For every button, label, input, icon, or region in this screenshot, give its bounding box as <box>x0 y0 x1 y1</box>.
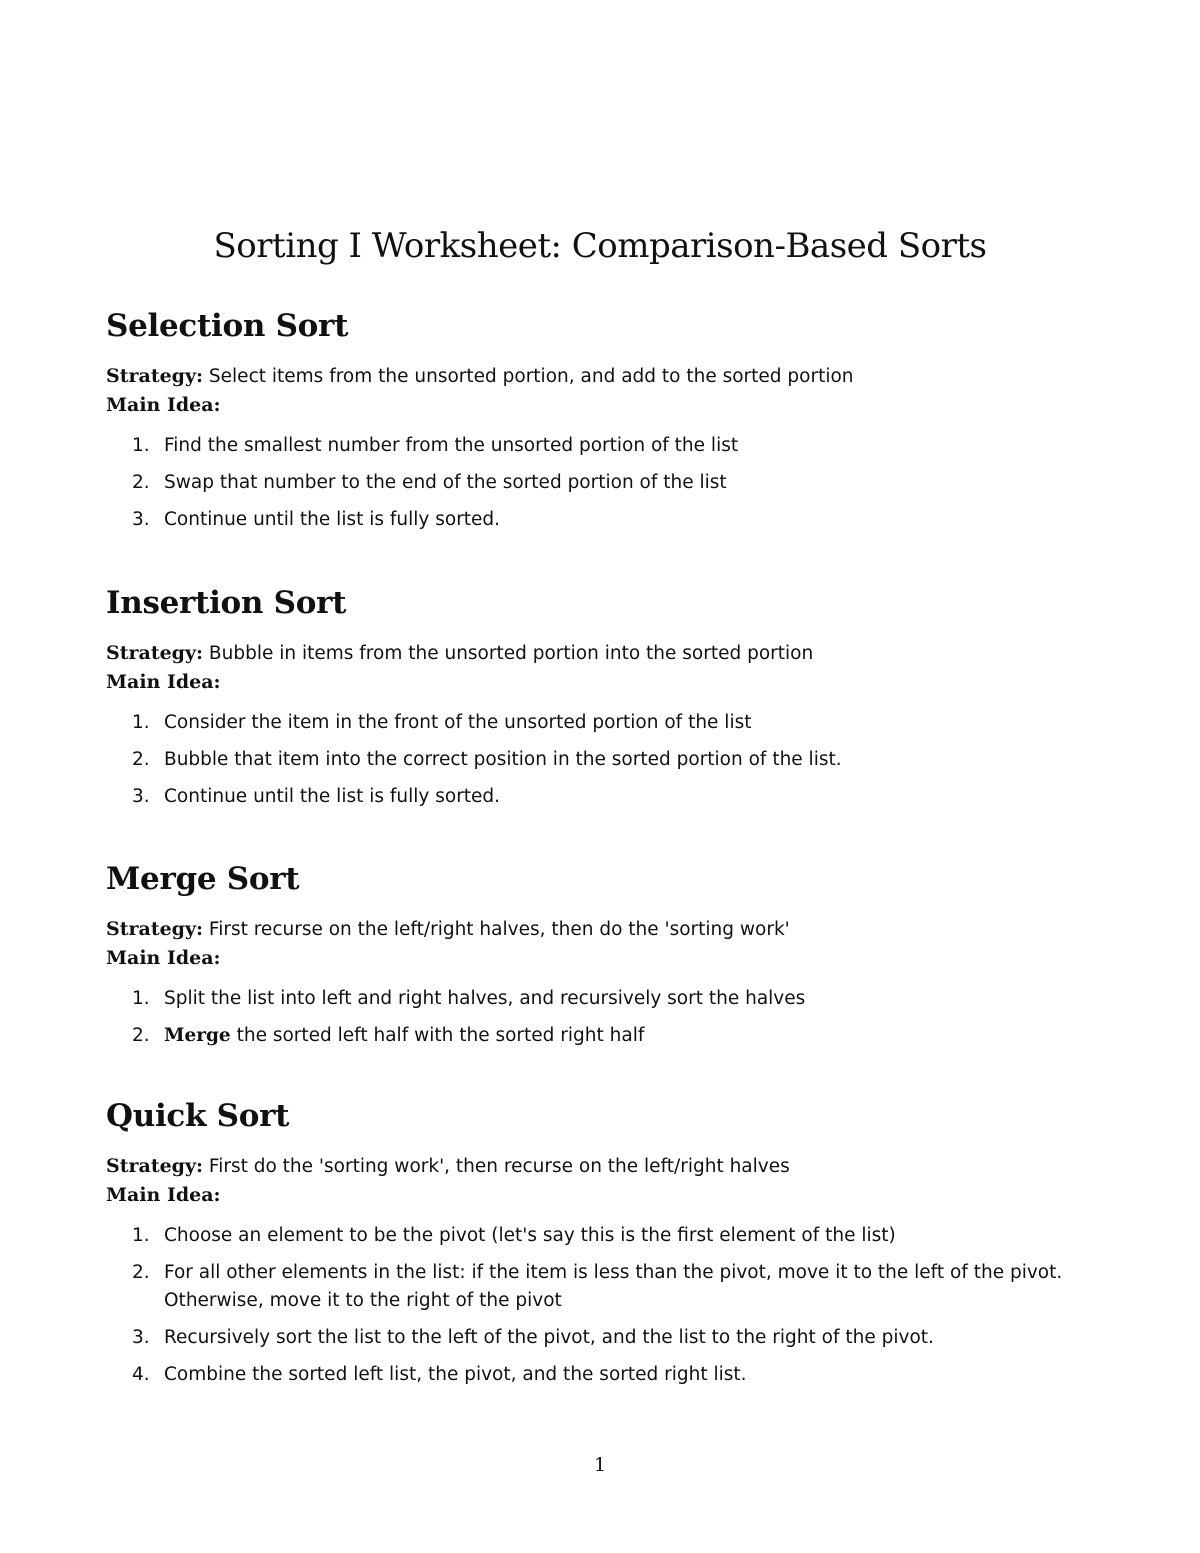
strategy-label: Strategy: <box>106 1155 204 1177</box>
list-item-text: Swap that number to the end of the sorted portion of the list <box>164 472 727 493</box>
list-item-text: Find the smallest number from the unsorted portion of the list <box>164 435 739 456</box>
list-item <box>106 432 1104 460</box>
list-item-number: 1. <box>132 435 150 456</box>
strategy-text: Select items from the unsorted portion, and add to the sorted portion <box>208 366 854 387</box>
list-item-text: Continue until the list is fully sorted. <box>164 509 501 530</box>
section-selection-sort <box>106 306 1106 543</box>
strategy-line <box>106 1152 1106 1181</box>
list-item <box>106 506 1104 534</box>
list-item-number: 2. <box>132 472 150 493</box>
list-item-text: Split the list into left and right halves, and recursively sort the halves <box>164 988 806 1009</box>
list-item-number: 2. <box>132 1262 150 1283</box>
list-item <box>106 1324 1104 1352</box>
list-item-number: 3. <box>132 1327 150 1348</box>
strategy-line <box>106 639 1106 668</box>
list-item-text: Bubble that item into the correct position in the sorted portion of the list. <box>164 749 842 770</box>
list-item <box>106 1222 1104 1250</box>
section-insertion-sort <box>106 583 1106 820</box>
strategy-text: Bubble in items from the unsorted portion into the sorted portion <box>208 643 814 664</box>
section-heading: Quick Sort <box>106 1098 290 1134</box>
main-idea-line <box>106 391 1106 420</box>
section-heading: Selection Sort <box>106 308 349 344</box>
main-idea-label: Main Idea: <box>106 947 221 969</box>
strategy-label: Strategy: <box>106 918 204 940</box>
strategy-text: First do the 'sorting work', then recurse on the left/right halves <box>208 1156 790 1177</box>
section-heading: Insertion Sort <box>106 585 347 621</box>
list-item <box>106 469 1104 497</box>
steps-list <box>106 1222 1106 1389</box>
section-quick-sort <box>106 1096 1106 1398</box>
strategy-line <box>106 915 1106 944</box>
page-number: 1 <box>593 1454 607 1476</box>
list-item <box>106 709 1104 737</box>
list-item <box>106 783 1104 811</box>
section-merge-sort <box>106 859 1106 1059</box>
list-item-text: Recursively sort the list to the left of the pivot, and the list to the right of the pivot. <box>164 1327 934 1348</box>
list-item <box>106 746 1104 774</box>
list-item-number: 1. <box>132 712 150 733</box>
main-idea-label: Main Idea: <box>106 394 221 416</box>
list-item-number: 1. <box>132 988 150 1009</box>
page-title: Sorting I Worksheet: Comparison-Based Sorts <box>213 226 987 266</box>
list-item-text: Continue until the list is fully sorted. <box>164 786 501 807</box>
list-item-bold-term: Merge <box>164 1025 231 1046</box>
list-item-number: 2. <box>132 749 150 770</box>
list-item-text: Combine the sorted left list, the pivot, and the sorted right list. <box>164 1364 747 1385</box>
list-item-text: For all other elements in the list: if the item is less than the pivot, move it to the left of the pivot. Otherwise, move it to the right of the pivot <box>164 1262 1063 1311</box>
strategy-label: Strategy: <box>106 642 204 664</box>
list-item-number: 3. <box>132 509 150 530</box>
list-item <box>106 985 1104 1013</box>
strategy-line <box>106 362 1106 391</box>
main-idea-line <box>106 668 1106 697</box>
list-item-number: 4. <box>132 1364 150 1385</box>
list-item <box>106 1022 1104 1050</box>
steps-list <box>106 709 1106 811</box>
strategy-label: Strategy: <box>106 365 204 387</box>
list-item-number: 1. <box>132 1225 150 1246</box>
list-item-text: the sorted left half with the sorted right half <box>230 1025 645 1046</box>
list-item-number: 3. <box>132 786 150 807</box>
section-heading: Merge Sort <box>106 861 300 897</box>
main-idea-label: Main Idea: <box>106 1184 221 1206</box>
main-idea-line <box>106 944 1106 973</box>
list-item-text: Choose an element to be the pivot (let's say this is the first element of the list) <box>164 1225 896 1246</box>
list-item-text: Consider the item in the front of the unsorted portion of the list <box>164 712 752 733</box>
steps-list <box>106 432 1106 534</box>
main-idea-label: Main Idea: <box>106 671 221 693</box>
steps-list <box>106 985 1106 1050</box>
main-idea-line <box>106 1181 1106 1210</box>
list-item <box>106 1361 1104 1389</box>
list-item <box>106 1259 1104 1315</box>
list-item-number: 2. <box>132 1025 150 1046</box>
strategy-text: First recurse on the left/right halves, then do the 'sorting work' <box>208 919 790 940</box>
